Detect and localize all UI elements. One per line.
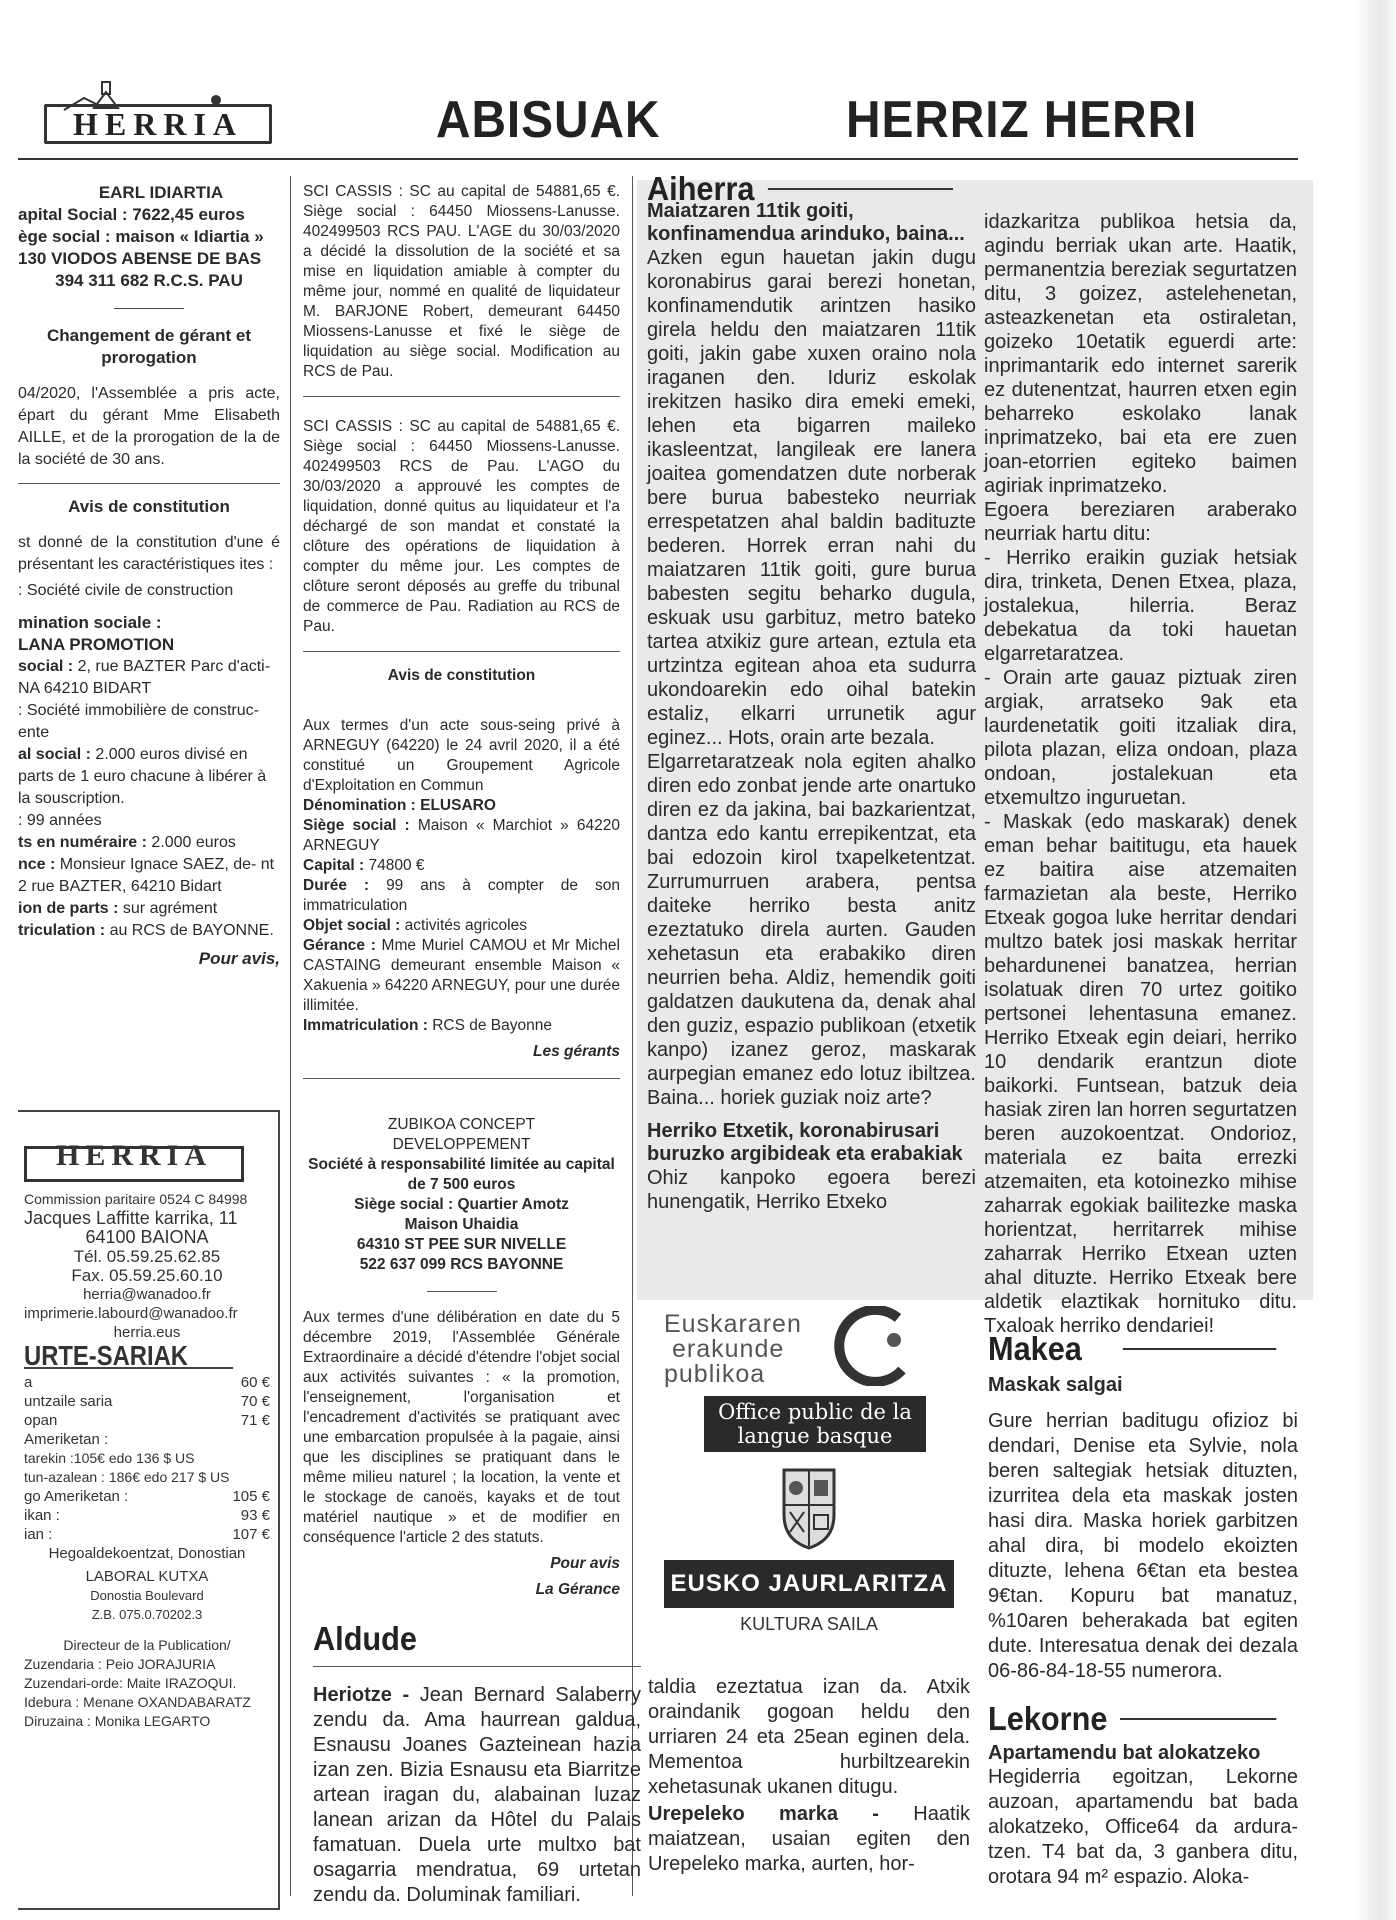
objet-value: : Société immobilière de construc- ente — [18, 702, 259, 741]
america-title: Ameriketan : — [24, 1431, 109, 1448]
siege-value: Maison « Marchiot » 64220 ARNEGUY — [303, 817, 621, 854]
makea-title-row — [988, 1330, 1276, 1368]
staff-4: Diruzaina : Monika LEGARTO — [24, 1713, 211, 1729]
lekorne-title-row — [988, 1700, 1276, 1738]
zubikoa-line-5: Maison Uhaidia — [404, 1216, 519, 1233]
duree-value: 99 ans à compter de son immatriculation — [303, 877, 621, 914]
aiherra-p7: - Orain arte gauaz piztuak ziren argiak, arratseko 9ak eta laurdenetatik goiti itzaliak dira, pilota plazan, eliza ondoan, plaza ondoan, jostalekuan eta etxemultzo inguruetan. — [984, 667, 1297, 809]
aiherra-p3: Ohiz kanpoko egoera berezi hunengatik, Herriko Etxeko — [647, 1167, 976, 1213]
america-line-2: tun-azalean : 186€ edo 217 $ US — [24, 1469, 230, 1485]
office-public-box: Office public de la langue basque — [704, 1396, 926, 1452]
address-line-1: Jacques Laffitte karrika, 11 — [24, 1208, 238, 1228]
duree-label: Durée : — [303, 877, 370, 894]
immatriculation-value: RCS de Bayonne — [432, 1017, 552, 1034]
urepel-lead: Urepeleko marka - — [648, 1803, 879, 1825]
denomination-value: ELUSARO — [420, 797, 496, 814]
siege-label: Siège social : — [303, 817, 410, 834]
price-label: go Ameriketan : — [24, 1488, 129, 1505]
immatriculation-label: Immatriculation : — [303, 1017, 428, 1034]
phone: Tél. 05.59.25.62.85 — [73, 1247, 221, 1266]
denomination-label: Dénomination : — [303, 797, 416, 814]
eusko-jaurlaritza-box: EUSKO JAURLARITZA — [664, 1560, 954, 1608]
herria-logo-small-text: HERRIA — [55, 1139, 212, 1172]
lekorne-subtitle: Apartamendu bat alokatzeko — [988, 1742, 1261, 1764]
elusaro-intro: Aux termes d'un acte sous-seing privé à ARNEGUY (64220) le 24 avril 2020, il a été constitué un Groupement Agricole d'Exploitation en Commun — [303, 717, 620, 794]
aiherra-article-col-2 — [984, 210, 1297, 1338]
price-value: 70 € — [240, 1393, 270, 1410]
immat-value: au RCS de BAYONNE. — [109, 922, 274, 939]
aiherra-article-col-1 — [647, 170, 976, 1214]
earl-title: EARL IDIARTIA — [98, 183, 224, 202]
email-2: imprimerie.labourd@wanadoo.fr — [24, 1305, 238, 1322]
price-label: ian : — [24, 1526, 53, 1543]
pour-avis-signature: Pour avis, — [198, 949, 280, 968]
subscription-title: URTE-SARIAK — [24, 1346, 233, 1369]
website: herria.eus — [113, 1324, 181, 1341]
aiherra-subtitle: Maiatzaren 11tik goiti, konfinamendua arinduko, baina... — [647, 200, 965, 245]
earl-siege: ège social : maison « Idiartia » — [18, 227, 264, 246]
zubikoa-line-1: ZUBIKOA CONCEPT — [387, 1116, 536, 1133]
change-title: Changement de gérant et prorogation — [46, 326, 252, 367]
aldude-article-col-2 — [648, 1675, 970, 1877]
aldude-article — [313, 1620, 641, 1908]
zubikoa-sig-2: La Gérance — [535, 1581, 620, 1598]
change-text: 04/2020, l'Assemblée a pris acte, épart du gérant Mme Elisabeth AILLE, et de la prorogation de la de la société de 30 ans. — [18, 385, 280, 468]
avis-intro: st donné de la constitution d'une é présentant les caractéristiques ites : — [18, 534, 280, 573]
lekorne-title: Lekorne — [988, 1700, 1108, 1737]
aldude-col2-text: taldia ezeztatua izan da. Atxik oraindanik gogoan heldu den urriaren 24 eta 25ean eginen dela. Mementoa hurbiltzearekin xehetasunak ukanen ditugu. — [648, 1676, 970, 1798]
capital-value: 2.000 euros divisé en parts de 1 euro chacune à libérer à la souscription. — [18, 746, 267, 807]
gerance-value: Mme Muriel CAMOU et Mr Michel CASTAING demeurant ensemble Maison « Xakuenia » 64220 ARNEGUY, pour une durée illimitée. — [303, 937, 620, 1014]
zubikoa-line-2: DEVELOPPEMENT — [392, 1136, 531, 1153]
price-label: ikan : — [24, 1507, 60, 1524]
hegoalde: Hegoaldekoentzat, Donostian — [48, 1545, 246, 1562]
zubikoa-text: Aux termes d'une délibération en date du 5 décembre 2019, l'Assemblée Générale Extraordinaire a décidé d'étendre l'objet social aux activités suivantes : « la promotion, l'enseignement, l'organisation et l'encadrement d'activités se pratiquant avec une embarcation propulsée à la pagaie, ainsi que les disciplines se pratiquant dans le même milieu naturel ; la location, la vente et le stockage de canoës, kayaks et de tout matériel nautique » et de modifier en conséquence l'article 2 des statuts. — [303, 1309, 620, 1546]
legal-notices-column-1 — [18, 182, 280, 970]
zubikoa-line-6: 64310 ST PEE SUR NIVELLE — [356, 1236, 567, 1253]
price-value: 60 € — [240, 1374, 270, 1391]
price-label: a — [24, 1374, 33, 1391]
immat-label: triculation : — [18, 922, 106, 939]
herria-logo-small — [24, 1128, 244, 1184]
earl-capital: apital Social : 7622,45 euros — [18, 205, 245, 224]
avis-forme: : Société civile de construction — [18, 582, 234, 599]
header-rule — [18, 158, 1298, 160]
column-divider — [290, 176, 291, 1896]
logo-text: HERRIA — [72, 106, 243, 142]
gerance-label: Gérance : — [303, 937, 376, 954]
euskararen-text: Euskararen — [664, 1310, 802, 1338]
lekorne-article — [988, 1700, 1298, 1890]
cession-value: sur agrément — [122, 900, 218, 917]
aiherra-p8: - Maskak (edo maskarak) denek eman behar baititugu, eta hauek ez baitira aise atzemaiten farmazietan ala beste, Herriko Etxeak gogoa luke herritar dendari multzo batek josi maskak herritar behardunenei banatzea, herrian isolatuak diren 70 urtez goitiko pertsonei lehentasuna emanez. Herriko Etxeak egin deiari, herriko 10 dendarik erantzun diote baikorki. Funtsean, batzuk deia hasiak ziren lan horren segurtatzen beren auzokoentzat. Ondorioz, materiala ez baita errezki atzemaiten, eta kotoinezko mihise zaharrak egokiak bailitezke maska horientzat, herritarrek mihise zaharrak Herriko Etxean uzten ahal dituzte. Herriko Etxeak bere aldetik elaztikak hornituko ditu. Txaloak herriko dendariei! — [984, 811, 1297, 1337]
zubikoa-sig-1: Pour avis — [550, 1555, 620, 1572]
capital-value: 74800 € — [368, 857, 425, 874]
makea-article — [988, 1330, 1298, 1684]
bank-name: LABORAL KUTXA — [85, 1568, 209, 1585]
aiherra-subtitle-2: Herriko Etxetik, koronabirusari buruzko argibideak eta erabakiak — [647, 1120, 963, 1165]
numeraire-value: 2.000 euros — [151, 834, 236, 851]
denom-label: mination sociale : — [18, 613, 162, 632]
social-label: social : — [18, 658, 74, 675]
aiherra-p1: Azken egun hauetan jakin dugu koronabirus garai berezi honetan, konfinamendutik arintzen hasiko girela heldu den maiatzaren 11tik goiti, jakin gabe xuxen oraino nola iraganen den. Iduriz eskolak irekitzen hasiko dira emeki emeki, lehen eta bigarren maileko ikasleentzat, langileak ere lanera joaitea gomendatzen dute norberak bere burua babesteko neurriak errespetatzen ahal baldin badituzte bederen. Horrek erran nahi du maiatzaren 11tik goiti, gure burua babesten segitu beharko dugula, eskuak usu garbituz, metro bateko tartea atxikiz gure artean, eztula eta urtzintza egitean ahoa eta sudurra ukondoarekin edo oihal batekin estaliz, elkarri urrunetik agur eginez... Hots, orain arte bezala. — [647, 247, 976, 749]
herria-logo — [44, 78, 274, 148]
les-gerants-signature: Les gérants — [532, 1043, 620, 1060]
aiherra-p5: Egoera bereziaren araberako neurriak hartu ditu: — [984, 499, 1297, 545]
makea-subtitle: Maskak salgai — [988, 1374, 1123, 1396]
zubikoa-line-4: Siège social : Quartier Amotz — [354, 1196, 569, 1213]
staff-3: Idebura : Menane OXANDABARATZ — [24, 1694, 251, 1710]
bank-branch: Donostia Boulevard — [90, 1588, 204, 1603]
objet-label: Objet social : — [303, 917, 401, 934]
price-value: 107 € — [232, 1526, 270, 1543]
aiherra-p2: Elgarretaratzeak nola egiten ahalko diren edo zonbat jende arte onartuko diren ez da jakina, bai bazkarientzat, dantza edo kantu errepikentzat, eta bai edozoin kirol txapelketentzat. Zurrumurruen arabera, pentsa daiteke herriko besta anitz ezeztatuko direla aurten. Gauden xehetasun eta erabakiko diren neurrien beha. Aldiz, hemendik goiti galdatzen daukutena da, denak ahal den guziz, espazio publikoan (etxetik kanpo) izanez geroz, maskarak aurpegian emanez edo lotuz ibiltzea. Baina... horiek guziak noiz arte? — [647, 751, 976, 1109]
herria-info-box — [18, 1110, 280, 1910]
earl-rcs: 394 311 682 R.C.S. PAU — [55, 271, 243, 290]
email-1: herria@wanadoo.fr — [83, 1286, 211, 1303]
section-title-herriz-herri: HERRIZ HERRI — [846, 91, 1198, 149]
legal-notices-column-2 — [303, 182, 620, 1600]
publikoa-text: publikoa — [664, 1360, 766, 1388]
aldude-lead: Heriotze - — [313, 1684, 410, 1706]
aldude-title-text: Aldude — [313, 1620, 418, 1657]
office-logo-icon — [828, 1306, 914, 1386]
earl-address: 130 VIODOS ABENSE DE BAS — [18, 249, 262, 268]
price-value: 71 € — [240, 1412, 270, 1429]
cession-label: ion de parts : — [18, 900, 119, 917]
urepel-text: Haatik maiatzean, usaian egiten den Urepeleko marka, aurten, hor- — [648, 1803, 970, 1875]
avis-constitution-title: Avis de constitution — [387, 667, 536, 684]
aiherra-p4: idazkaritza publikoa hetsia da, agindu berriak ukan arte. Haatik, permanentzia bereziak segurtatzen ditu, 3 goizez, astelehenetan, asteazkenetan eta ostiraletan, goizeko 10etatik eguerdi arte: inprimantarik edo internet sarerik ez dutenentzat, haurren etxen egin beharreko eskolako lanak inprimatzeko, bai eta ere zuen joan-etorrien egiteko baimen agiriak inprimatzeko. — [984, 211, 1297, 497]
director-title: Directeur de la Publication/ — [63, 1637, 231, 1653]
staff-1: Zuzendaria : Peio JORAJURIA — [24, 1656, 216, 1672]
sci-cassis-notice-1: SCI CASSIS : SC au capital de 54881,65 €. Siège social : 64450 Miossens-Lanusse. 402499503 RCS PAU. L'AGE du 30/03/2020 a décidé la dissolution de la société et sa mise en liquidation amiable à compter du même jour, nommé en qualité de liquidateur M. BARJONE Robert, demeurant 64450 Miossens-Lanusse et fixé le siège de liquidation au siège social. Modification au RCS de Pau. — [303, 183, 620, 380]
makea-text: Gure herrian baditugu ofizioz bi dendari, Denise eta Sylvie, nola beren saltegiak hetsiak dituzten, izurritea dela eta maskak josten hasi dira. Maska horiek garbitzen ahal dira, bi modelo ekoizten dituzte, lehena 6€tan eta bestea 9€tan. Kopuru bat manatuz, %10aren beherakada bat egiten dute. Interesatua denak dei dezala 06-86-84-18-55 numerora. — [988, 1410, 1298, 1682]
sci-cassis-notice-2: SCI CASSIS : SC au capital de 54881,65 €. Siège social : 64450 Miossens-Lanusse. 402499503 RCS de Pau. L'AGO du 30/03/2020 a approuvé les comptes de liquidation, donné quitus au liquidateur et l'a déchargé de son mandat et constaté la clôture des opérations de liquidation à compter du même jour. Les comptes de clôture seront déposés au greffe du tribunal de commerce de Pau. Radiation au RCS de Pau. — [303, 418, 620, 635]
objet-value: activités agricoles — [404, 917, 527, 934]
aldude-text: Jean Bernard Salaberry zendu da. Ama haurrean galdua, Esnausu Joanes Gazteinean hazia izan zen. Bizia Esnausu eta Biarritze artean iragan du, alabainan luzaz lanean arizan da Hôtel du Palais famatuan. Duela urte multxo bat osagarria mendratua, 69 urtetan zendu da. Doluminak familiari. — [313, 1684, 642, 1906]
lekorne-text: Hegiderria egoitzan, Lekorne auzoan, apartamendu bat bada alokatzeko, Office64 da ardura- tzen. T4 bat da, 3 ganbera ditu, orotara 94 m² espazio. Aloka- — [988, 1766, 1298, 1888]
address-line-2: 64100 BAIONA — [85, 1227, 209, 1247]
social-value: 2, rue BAZTER Parc d'acti- NA 64210 BIDART — [18, 658, 271, 697]
gerance-value: Monsieur Ignace SAEZ, de- nt 2 rue BAZTER, 64210 Bidart — [18, 856, 275, 895]
price-label: opan — [24, 1412, 58, 1429]
aiherra-title: Aiherra — [647, 170, 755, 207]
makea-title: Makea — [988, 1330, 1082, 1367]
aiherra-title-row — [647, 170, 953, 207]
fax: Fax. 05.59.25.60.10 — [71, 1266, 223, 1285]
price-label: untzaile saria — [24, 1393, 113, 1410]
section-title-abisuak: ABISUAK — [436, 91, 661, 149]
bank-account: Z.B. 075.0.70202.3 — [91, 1607, 203, 1622]
capital-label: Capital : — [303, 857, 365, 874]
aldude-title — [313, 1620, 618, 1658]
denom-value: LANA PROMOTION — [18, 635, 175, 654]
price-value: 93 € — [240, 1507, 270, 1524]
capital-label: al social : — [18, 746, 91, 763]
coat-of-arms-icon — [764, 1460, 854, 1552]
america-line-1: tarekin :105€ edo 136 $ US — [24, 1450, 195, 1466]
zubikoa-line-7: 522 637 099 RCS BAYONNE — [359, 1256, 564, 1273]
duree-value: : 99 années — [18, 812, 102, 829]
numeraire-label: ts en numéraire : — [18, 834, 147, 851]
price-value: 105 € — [232, 1488, 270, 1505]
aiherra-p6: - Herriko eraikin guziak hetsiak dira, trinketa, Denen Etxea, plaza, jostalekua, hilerria. Beraz debekatua da toki hauetan elgarretaratzea. — [984, 547, 1297, 665]
commission: Commission paritaire 0524 C 84998 — [24, 1191, 248, 1207]
erakunde-text: erakunde — [672, 1335, 785, 1363]
kultura-saila-text: KULTURA SAILA — [740, 1614, 878, 1634]
page-edge — [1356, 0, 1396, 1920]
basque-office-advert — [664, 1312, 954, 1632]
gerance-label: nce : — [18, 856, 56, 873]
staff-2: Zuzendari-orde: Maite IRAZOQUI. — [24, 1675, 237, 1691]
avis-title: Avis de constitution — [68, 497, 230, 516]
zubikoa-line-3: Société à responsabilité limitée au capital de 7 500 euros — [308, 1156, 615, 1193]
